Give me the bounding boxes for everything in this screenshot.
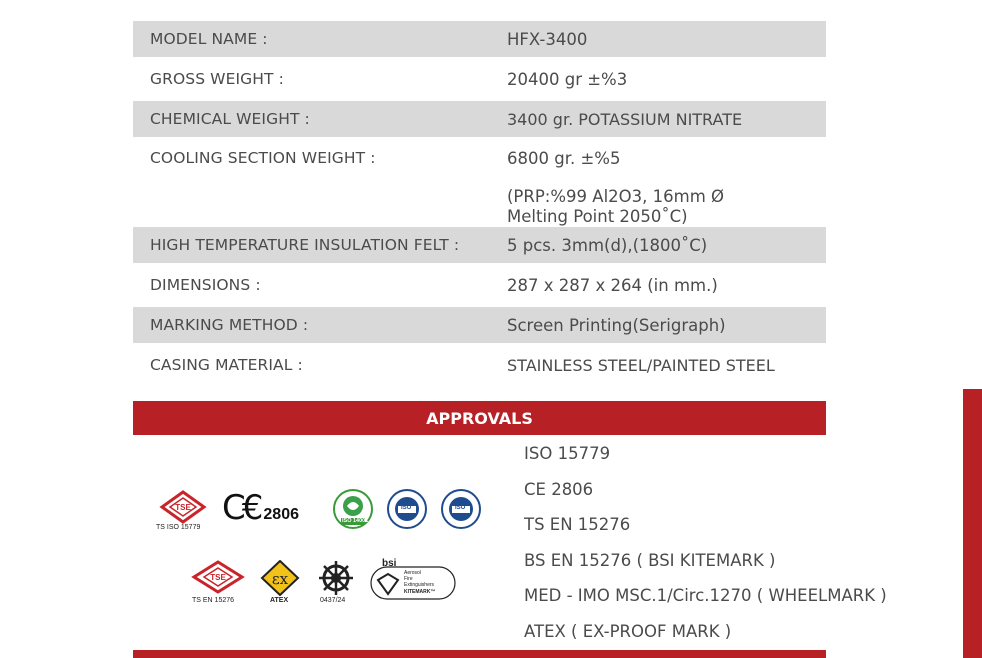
svg-text:εx: εx <box>271 570 289 588</box>
spec-row-insulation-felt <box>133 227 826 263</box>
iso-certified-badge-icon <box>386 488 428 530</box>
spec-value: 6800 gr. ±%5 <box>507 149 621 168</box>
certification-logos <box>150 478 490 618</box>
spec-label: DIMENSIONS : <box>150 276 261 294</box>
spec-value: 287 x 287 x 264 (in mm.) <box>507 275 718 295</box>
footer-bar <box>133 650 826 658</box>
approvals-list <box>524 440 887 653</box>
approval-item: BS EN 15276 ( BSI KITEMARK ) <box>524 550 776 570</box>
spec-value-group <box>507 141 826 227</box>
spec-label: MARKING METHOD : <box>150 316 309 334</box>
spec-label: COOLING SECTION WEIGHT : <box>150 149 376 167</box>
spec-value: 20400 gr ±%3 <box>507 69 628 89</box>
spec-value-detail-2: Melting Point 2050˚C) <box>507 207 688 226</box>
bsi-detail: Aerosol <box>404 570 421 576</box>
approval-item: MED - IMO MSC.1/Circ.1270 ( WHEELMARK ) <box>524 586 887 605</box>
spec-label: HIGH TEMPERATURE INSULATION FELT : <box>150 236 460 254</box>
approval-item: TS EN 15276 <box>524 515 631 534</box>
spec-row-chemical-weight <box>133 101 826 137</box>
bsi-detail: Fire <box>404 576 413 582</box>
tse-caption: TS ISO 15779 <box>156 524 201 531</box>
spec-value: STAINLESS STEEL/PAINTED STEEL <box>507 355 775 375</box>
wheelmark-icon <box>316 560 356 605</box>
atex-caption: ATEX <box>270 597 289 604</box>
spec-row-gross-weight <box>133 61 826 97</box>
iso14001-badge-icon <box>332 488 374 530</box>
tse-logo-icon <box>158 490 208 530</box>
spec-label: CASING MATERIAL : <box>150 356 303 374</box>
svg-text:TSE: TSE <box>175 503 191 512</box>
bsi-kitemark-icon <box>370 558 456 602</box>
spec-value: HFX-3400 <box>507 29 588 49</box>
spec-label: MODEL NAME : <box>150 30 268 48</box>
spec-label: CHEMICAL WEIGHT : <box>150 110 310 128</box>
spec-value: Screen Printing(Serigraph) <box>507 315 726 335</box>
spec-value-detail-1: (PRP:%99 Al2O3, 16mm Ø <box>507 187 724 206</box>
spec-row-marking-method <box>133 307 826 343</box>
side-accent-strip <box>963 389 982 658</box>
spec-value: 5 pcs. 3mm(d),(1800˚C) <box>507 235 708 255</box>
tse-caption: TS EN 15276 <box>192 597 235 604</box>
spec-value: 3400 gr. POTASSIUM NITRATE <box>507 109 743 129</box>
tse-logo-icon <box>190 560 246 605</box>
approvals-header: APPROVALS <box>133 401 826 435</box>
bsi-detail: Extinguishers <box>404 582 435 588</box>
iso-badge-text: ISO <box>401 505 412 511</box>
bsi-detail: KITEMARK™ <box>404 589 436 595</box>
approval-item: ISO 15779 <box>524 444 611 463</box>
wheelmark-caption: 0437/24 <box>320 597 346 604</box>
approval-item: CE 2806 <box>524 479 594 499</box>
bsi-text: bsi <box>382 558 397 569</box>
ce-number: 2806 <box>263 506 299 523</box>
iso-certified-badge-icon <box>440 488 482 530</box>
spec-table <box>133 21 826 387</box>
spec-row-model <box>133 21 826 57</box>
iso-badge-text: ISO <box>455 505 466 511</box>
atex-logo-icon <box>260 560 300 605</box>
iso14001-text: ISO 14001 <box>342 518 369 524</box>
svg-text:TSE: TSE <box>210 573 226 582</box>
spec-row-dimensions <box>133 267 826 303</box>
ce-mark-icon: C€2806 <box>222 488 299 528</box>
spec-row-cooling-weight <box>133 141 826 226</box>
spec-label: GROSS WEIGHT : <box>150 70 284 88</box>
approval-item: ATEX ( EX-PROOF MARK ) <box>524 621 732 641</box>
spec-row-casing-material <box>133 347 826 383</box>
